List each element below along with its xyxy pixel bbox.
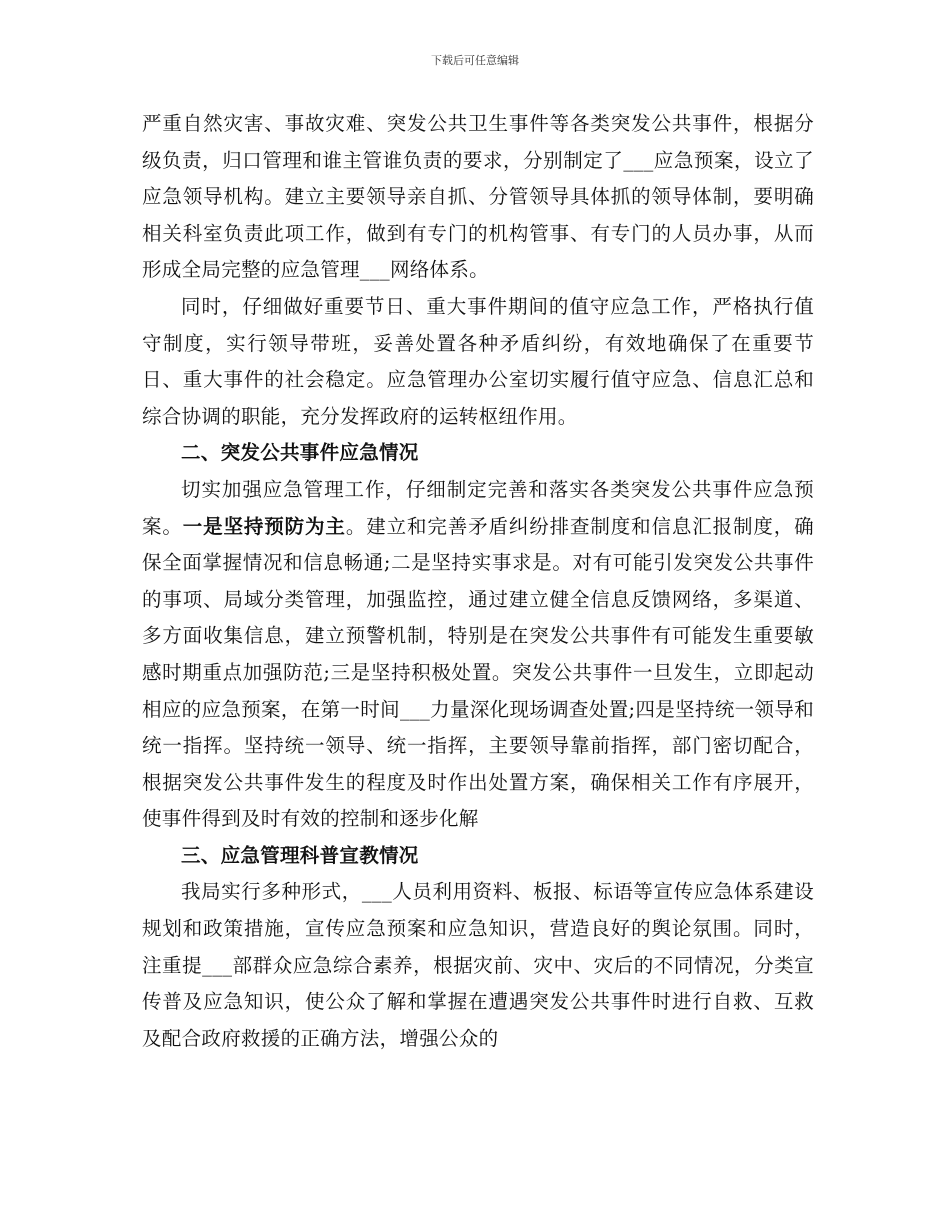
section-heading-2: 二、突发公共事件应急情况: [181, 441, 419, 465]
section-heading-3: 三、应急管理科普宣教情况: [181, 843, 419, 867]
paragraph-2: 同时，仔细做好重要节日、重大事件期间的值守应急工作，严格执行值守制度，实行领导带班，妥善处置各种矛盾纠纷，有效地确保了在重要节日、重大事件的社会稳定。应急管理办公室切实履行值守应急、信息汇总和综合协调的职能，充分发挥政府的运转枢纽作用。: [142, 294, 814, 428]
paragraph-4: 我局实行多种形式，___人员利用资料、板报、标语等宣传应急体系建设规划和政策措施，宣传应急预案和应急知识，营造良好的舆论氛围。同时，注重提___部群众应急综合素养，根据灾前、灾中、灾后的不同情况，分类宣传普及应急知识，使公众了解和掌握在遭遇突发公共事件时进行自救、互救及配合政府救援的正确方法，增强公众的: [142, 880, 814, 1050]
paragraph-3-start: 切实加强应急管理工作，仔细制定完善和落实各类突发公共事件应急预案。: [142, 477, 814, 538]
document-body: [142, 106, 814, 1057]
paragraph-3-bold: 一是坚持预防为主: [182, 514, 346, 538]
page-header: 下载后可任意编辑: [431, 54, 519, 67]
paragraph-3: [142, 472, 814, 838]
paragraph-1: 严重自然灾害、事故灾难、突发公共卫生事件等各类突发公共事件，根据分级负责，归口管理和谁主管谁负责的要求，分别制定了___应急预案，设立了应急领导机构。建立主要领导亲自抓、分管领导具体抓的领导体制，要明确相关科室负责此项工作，做到有专门的机构管事、有专门的人员办事，从而形成全局完整的应急管理___网络体系。: [142, 112, 814, 282]
paragraph-3-rest: 。建立和完善矛盾纠纷排查制度和信息汇报制度，确保全面掌握情况和信息畅通;二是坚持实事求是。对有可能引发突发公共事件的事项、局域分类管理，加强监控，通过建立健全信息反馈网络，多渠道、多方面收集信息，建立预警机制，特别是在突发公共事件有可能发生重要敏感时期重点加强防范;三是坚持积极处置。突发公共事件一旦发生，立即起动相应的应急预案，在第一时间___力量深化现场调查处置;四是坚持统一领导和统一指挥。坚持统一领导、统一指挥，主要领导靠前指挥，部门密切配合，根据突发公共事件发生的程度及时作出处置方案，确保相关工作有序展开，使事件得到及时有效的控制和逐步化解: [142, 514, 814, 831]
